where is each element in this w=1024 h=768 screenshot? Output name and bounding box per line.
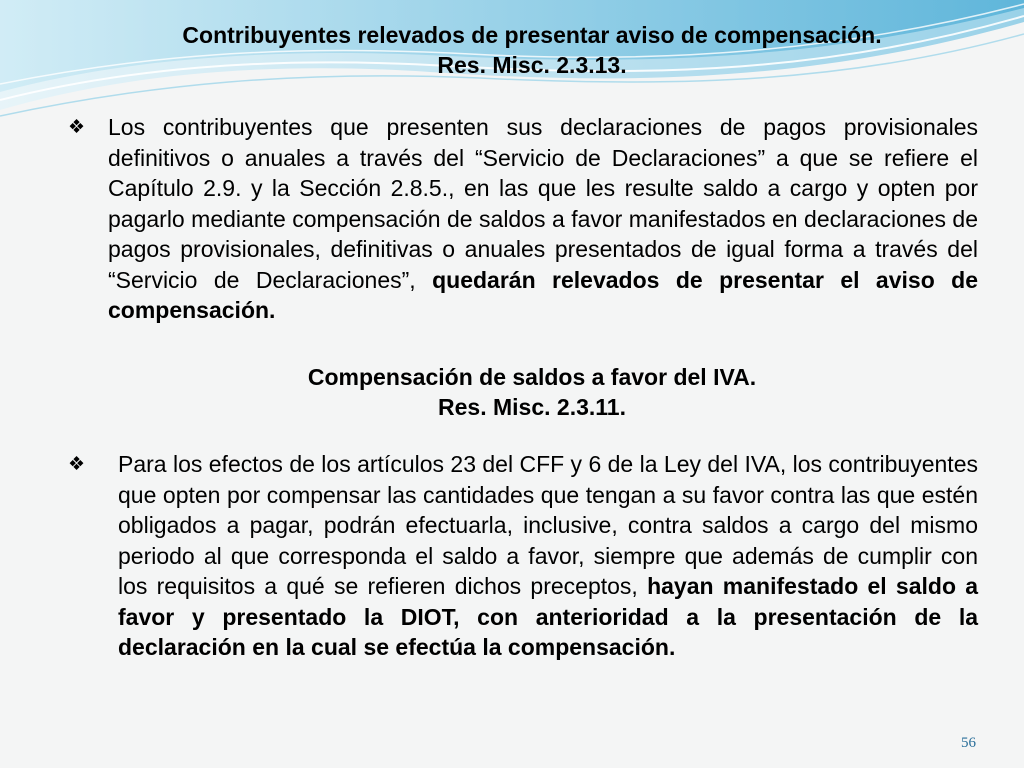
section-2-text: Para los efectos de los artículos 23 del CFF y 6 de la Ley del IVA, los contribuyentes que opten por compensar las cantidades que tengan a su favor contra las que estén obligados a pagar, podrán efectuarla, inclusive, contra saldos a cargo del mismo periodo al que corresponda el saldo a favor, siempre que además de cumplir con los requisitos a qué se refieren dichos preceptos,	[118, 451, 978, 599]
section-2-bold-text: hayan manifestado el saldo a favor y presentado la DIOT, con anterioridad a la presentación de la declaración en la cual se efectúa la compensación.	[118, 573, 979, 660]
diamond-bullet-icon: ❖	[68, 454, 86, 475]
section-1-paragraph	[108, 112, 978, 326]
page-number: 56	[961, 735, 976, 751]
section-1-heading	[40, 20, 1024, 80]
section-2-heading	[40, 362, 1024, 422]
section-1-reference: Res. Misc. 2.3.13.	[437, 52, 627, 78]
section-1-text: Los contribuyentes que presenten sus declaraciones de pagos provisionales definitivos o anuales a través del “Servicio de Declaraciones” a que se refiere el Capítulo 2.9. y la Sección 2.8.5., en las que les resulte saldo a cargo y opten por pagarlo mediante compensación de saldos a favor manifestados en declaraciones de pagos provisionales, definitivas o anuales presentados de igual forma a través del “Servicio de Declaraciones”,	[108, 114, 978, 293]
section-1-bold-text: quedarán relevados de presentar el aviso de compensación.	[108, 266, 979, 323]
section-2-paragraph	[118, 449, 978, 663]
section-1-title: Contribuyentes relevados de presentar aviso de compensación.	[182, 22, 882, 48]
section-2-title: Compensación de saldos a favor del IVA.	[307, 364, 757, 390]
section-2-reference: Res. Misc. 2.3.11.	[438, 394, 626, 420]
diamond-bullet-icon: ❖	[68, 117, 86, 138]
